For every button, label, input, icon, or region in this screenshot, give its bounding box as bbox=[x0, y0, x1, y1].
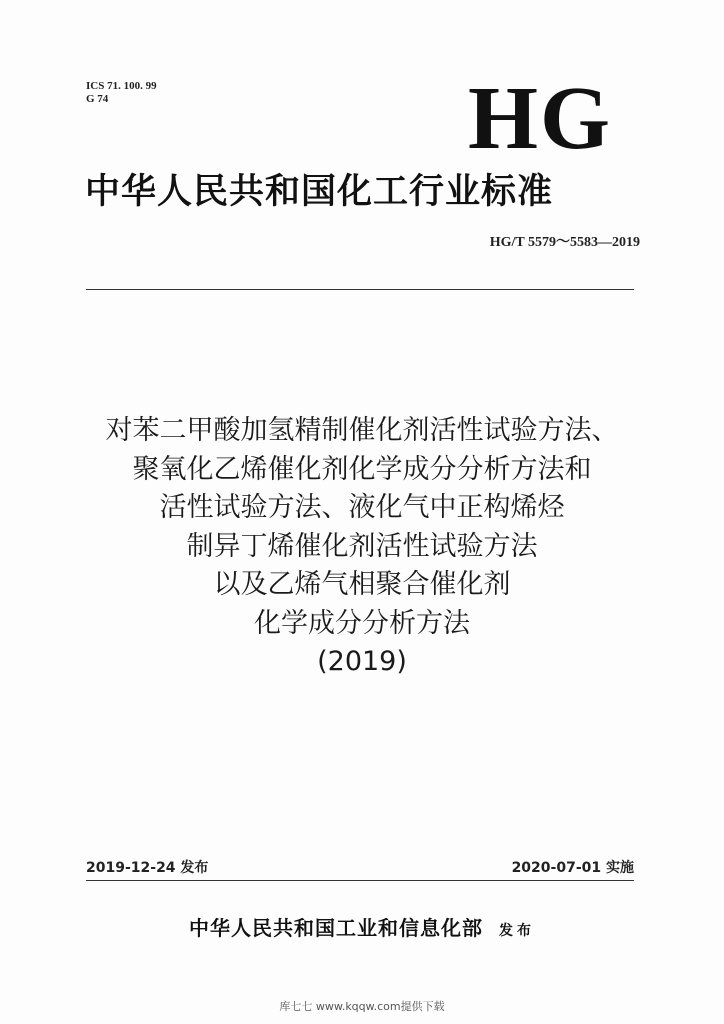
issue-date: 2019-12-24 发布 bbox=[86, 860, 209, 876]
classification-codes bbox=[86, 80, 157, 106]
implementation-date: 2020-07-01 实施 bbox=[511, 860, 634, 876]
title-line: 以及乙烯气相聚合催化剂 bbox=[213, 569, 511, 600]
standard-type-heading: 中华人民共和国化工行业标准 bbox=[85, 171, 554, 212]
footer-divider bbox=[86, 880, 634, 881]
publisher-name: 中华人民共和国工业和信息化部 bbox=[189, 916, 483, 940]
publisher-line bbox=[90, 912, 634, 941]
title-line: 化学成分分析方法 bbox=[254, 607, 470, 639]
publish-label: 发布 bbox=[499, 923, 535, 939]
title-line: 活性试验方法、液化气中正构烯烃 bbox=[159, 492, 565, 523]
header-divider bbox=[86, 289, 634, 290]
download-watermark: 库七七 www.kqqw.com提供下载 bbox=[279, 1000, 445, 1013]
title-line: 制异丁烯催化剂活性试验方法 bbox=[186, 530, 538, 562]
standard-mark-logo: HG bbox=[468, 69, 613, 168]
ccs-code: G 74 bbox=[86, 93, 109, 105]
document-title bbox=[40, 412, 684, 682]
title-line: 对苯二甲酸加氢精制催化剂活性试验方法、 bbox=[105, 415, 619, 446]
ics-code: ICS 71. 100. 99 bbox=[86, 80, 157, 92]
title-year: (2019) bbox=[317, 646, 407, 677]
title-line: 聚氧化乙烯催化剂化学成分分析方法和 bbox=[132, 453, 592, 485]
standard-number: HG/T 5579～5583—2019 bbox=[489, 235, 640, 250]
